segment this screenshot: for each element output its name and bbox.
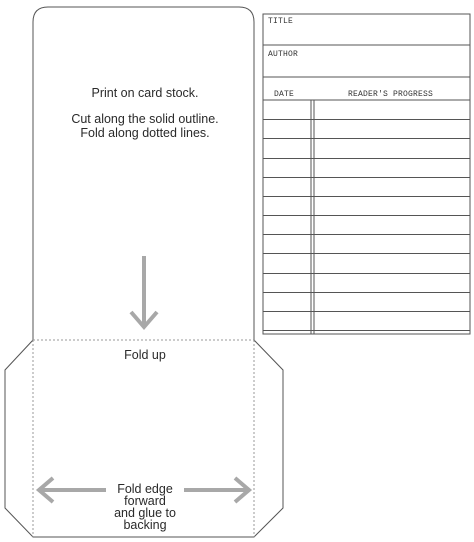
card-title-label: TITLE — [268, 17, 294, 26]
fold-edge-line-3: and glue to — [114, 506, 176, 520]
library-card — [263, 14, 470, 334]
card-progress-header: READER'S PROGRESS — [348, 90, 434, 99]
card-date-header: DATE — [274, 90, 295, 99]
fold-edge-line-2: forward — [124, 494, 166, 508]
card-author-label: AUTHOR — [268, 50, 299, 59]
instruction-fold-up: Fold up — [124, 348, 166, 362]
instruction-fold: Fold along dotted lines. — [80, 126, 210, 140]
fold-edge-line-1: Fold edge — [117, 482, 173, 496]
fold-edge-line-4: backing — [123, 518, 167, 532]
instruction-cut: Cut along the solid outline. — [71, 112, 219, 126]
instruction-fold-edge — [40, 483, 250, 531]
instruction-print: Print on card stock. — [91, 86, 199, 100]
